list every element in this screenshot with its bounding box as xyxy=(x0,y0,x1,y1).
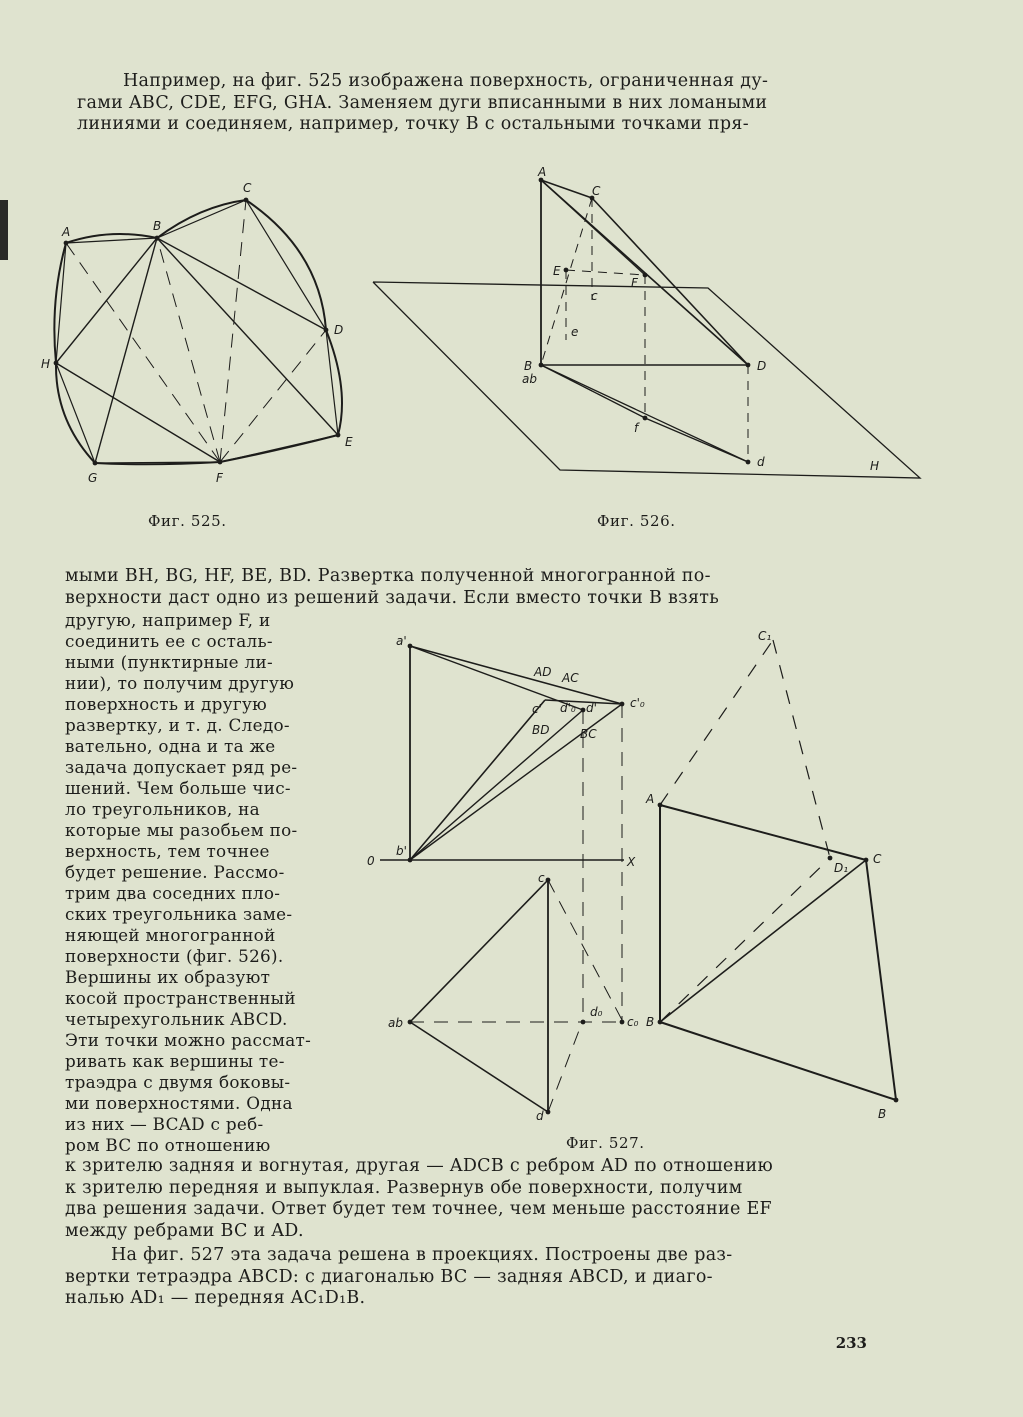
figure-527-labels xyxy=(367,629,886,1123)
label-AC: AC xyxy=(562,671,579,685)
text-line: линиями и соединяем, например, точку B с остальными точками пря- xyxy=(77,114,749,134)
label-F: F xyxy=(631,276,638,290)
caption-fig-527: Фиг. 527. xyxy=(566,1134,645,1152)
label-C: C xyxy=(592,184,601,198)
text-line: нии), то получим другую xyxy=(65,673,295,693)
label-D1: D₁ xyxy=(834,861,849,875)
text-line: трим два соседних пло- xyxy=(65,883,281,903)
label-d: d xyxy=(536,1109,544,1123)
text-line: четырехугольник ABCD. xyxy=(65,1009,288,1029)
text-line: вательно, одна и та же xyxy=(65,736,276,756)
label-D: D xyxy=(757,359,767,373)
label-c0p: c'₀ xyxy=(630,696,645,710)
label-A: A xyxy=(62,225,71,239)
text-line: верхности даст одно из решений задачи. Если вместо точки B взять xyxy=(65,587,720,608)
paragraph-2-tail xyxy=(65,1156,905,1242)
label-ab: ab xyxy=(522,372,537,386)
label-C: C xyxy=(873,852,882,866)
caption-fig-525: Фиг. 525. xyxy=(148,512,227,530)
figure-525-labels xyxy=(41,181,353,485)
text-line: Вершины их образуют xyxy=(65,967,271,987)
text-line: На фиг. 527 эта задача решена в проекциях. Построены две раз- xyxy=(111,1245,733,1265)
label-d0p: d'₀ xyxy=(560,701,576,715)
label-0: 0 xyxy=(367,854,375,868)
label-a1: a' xyxy=(396,634,407,648)
text-line: няющей многогранной xyxy=(65,925,276,945)
text-line: будет решение. Рассмо- xyxy=(65,862,285,882)
label-e: e xyxy=(571,325,579,339)
text-line: шений. Чем больше чис- xyxy=(65,778,291,798)
text-line: ными (пунктирные ли- xyxy=(65,652,273,672)
label-A: A xyxy=(646,792,655,806)
text-line: налью AD₁ — передняя AC₁D₁B. xyxy=(65,1288,366,1308)
text-line: два решения задачи. Ответ будет тем точнее, чем меньше расстояние EF xyxy=(65,1199,772,1219)
text-line: развертку, и т. д. Следо- xyxy=(65,715,290,735)
text-line: ло треугольников, на xyxy=(65,799,260,819)
label-B: B xyxy=(524,359,533,373)
label-D: D xyxy=(334,323,344,337)
text-line: к зрителю задняя и вогнутая, другая — ADCB с ребром AD по отношению xyxy=(65,1156,774,1176)
paragraph-3 xyxy=(65,1245,905,1310)
label-d0: d₀ xyxy=(590,1005,603,1019)
text-line: траэдра с двумя боковы- xyxy=(65,1072,291,1092)
text-line: мыми BH, BG, HF, BE, BD. Развертка полученной многогранной по- xyxy=(65,566,711,586)
text-line: ривать как вершины те- xyxy=(65,1051,285,1071)
label-C: C xyxy=(243,181,252,195)
label-BD: BD xyxy=(532,723,550,737)
label-F: F xyxy=(216,471,223,485)
label-C1: C₁ xyxy=(758,629,772,643)
label-c0: c₀ xyxy=(627,1015,639,1029)
label-H: H xyxy=(41,357,51,371)
text-line: верхность, тем точнее xyxy=(65,841,270,861)
page-number: 233 xyxy=(835,1334,867,1352)
label-f: f xyxy=(634,421,639,435)
text-line: между ребрами BC и AD. xyxy=(65,1220,304,1241)
label-d1: d' xyxy=(586,701,597,715)
text-line: задача допускает ряд ре- xyxy=(65,757,298,777)
label-E: E xyxy=(553,264,561,278)
figure-525 xyxy=(54,198,342,466)
label-c: c xyxy=(591,289,598,303)
label-E: E xyxy=(345,435,353,449)
label-d: d xyxy=(757,455,765,469)
text-line: поверхности (фиг. 526). xyxy=(65,946,284,966)
label-c1: c' xyxy=(532,702,542,716)
text-line: другую, например F, и xyxy=(65,610,271,630)
paragraph-2-head xyxy=(65,566,887,609)
text-line: ми поверхностями. Одна xyxy=(65,1093,293,1113)
text-line: Например, на фиг. 525 изображена поверхность, ограниченная ду- xyxy=(123,71,769,91)
label-ab: ab xyxy=(388,1016,403,1030)
label-G: G xyxy=(88,471,98,485)
text-line: поверхность и другую xyxy=(65,694,268,714)
label-c: c xyxy=(538,871,545,885)
label-A: A xyxy=(538,165,547,179)
text-line: соединить ее с осталь- xyxy=(65,631,273,651)
label-B2: B xyxy=(878,1107,887,1121)
label-X: X xyxy=(627,855,636,869)
paragraph-2-column xyxy=(65,610,341,1156)
text-line: вертки тетраэдра ABCD: с диагональю BC — задняя ABCD, и диаго- xyxy=(65,1266,713,1287)
label-AD: AD xyxy=(534,665,552,679)
label-b1: b' xyxy=(396,844,407,858)
text-line: ских треугольника заме- xyxy=(65,904,293,924)
figure-526 xyxy=(373,178,920,478)
text-line: гами ABC, CDE, EFG, GHA. Заменяем дуги вписанными в них ломаными xyxy=(77,92,768,113)
text-line: Эти точки можно рассмат- xyxy=(65,1030,312,1050)
text-line: ром BC по отношению xyxy=(65,1135,271,1155)
text-line: из них — BCAD с реб- xyxy=(65,1114,264,1134)
caption-fig-526: Фиг. 526. xyxy=(597,512,676,530)
figure-527 xyxy=(380,640,898,1114)
text-line: к зрителю передняя и выпуклая. Развернув обе поверхности, получим xyxy=(65,1177,743,1198)
label-B: B xyxy=(153,219,162,233)
text-line: косой пространственный xyxy=(65,988,296,1008)
label-B: B xyxy=(646,1015,655,1029)
label-H: H xyxy=(870,459,880,473)
text-line: которые мы разобьем по- xyxy=(65,820,298,840)
label-BC: BC xyxy=(580,727,597,741)
